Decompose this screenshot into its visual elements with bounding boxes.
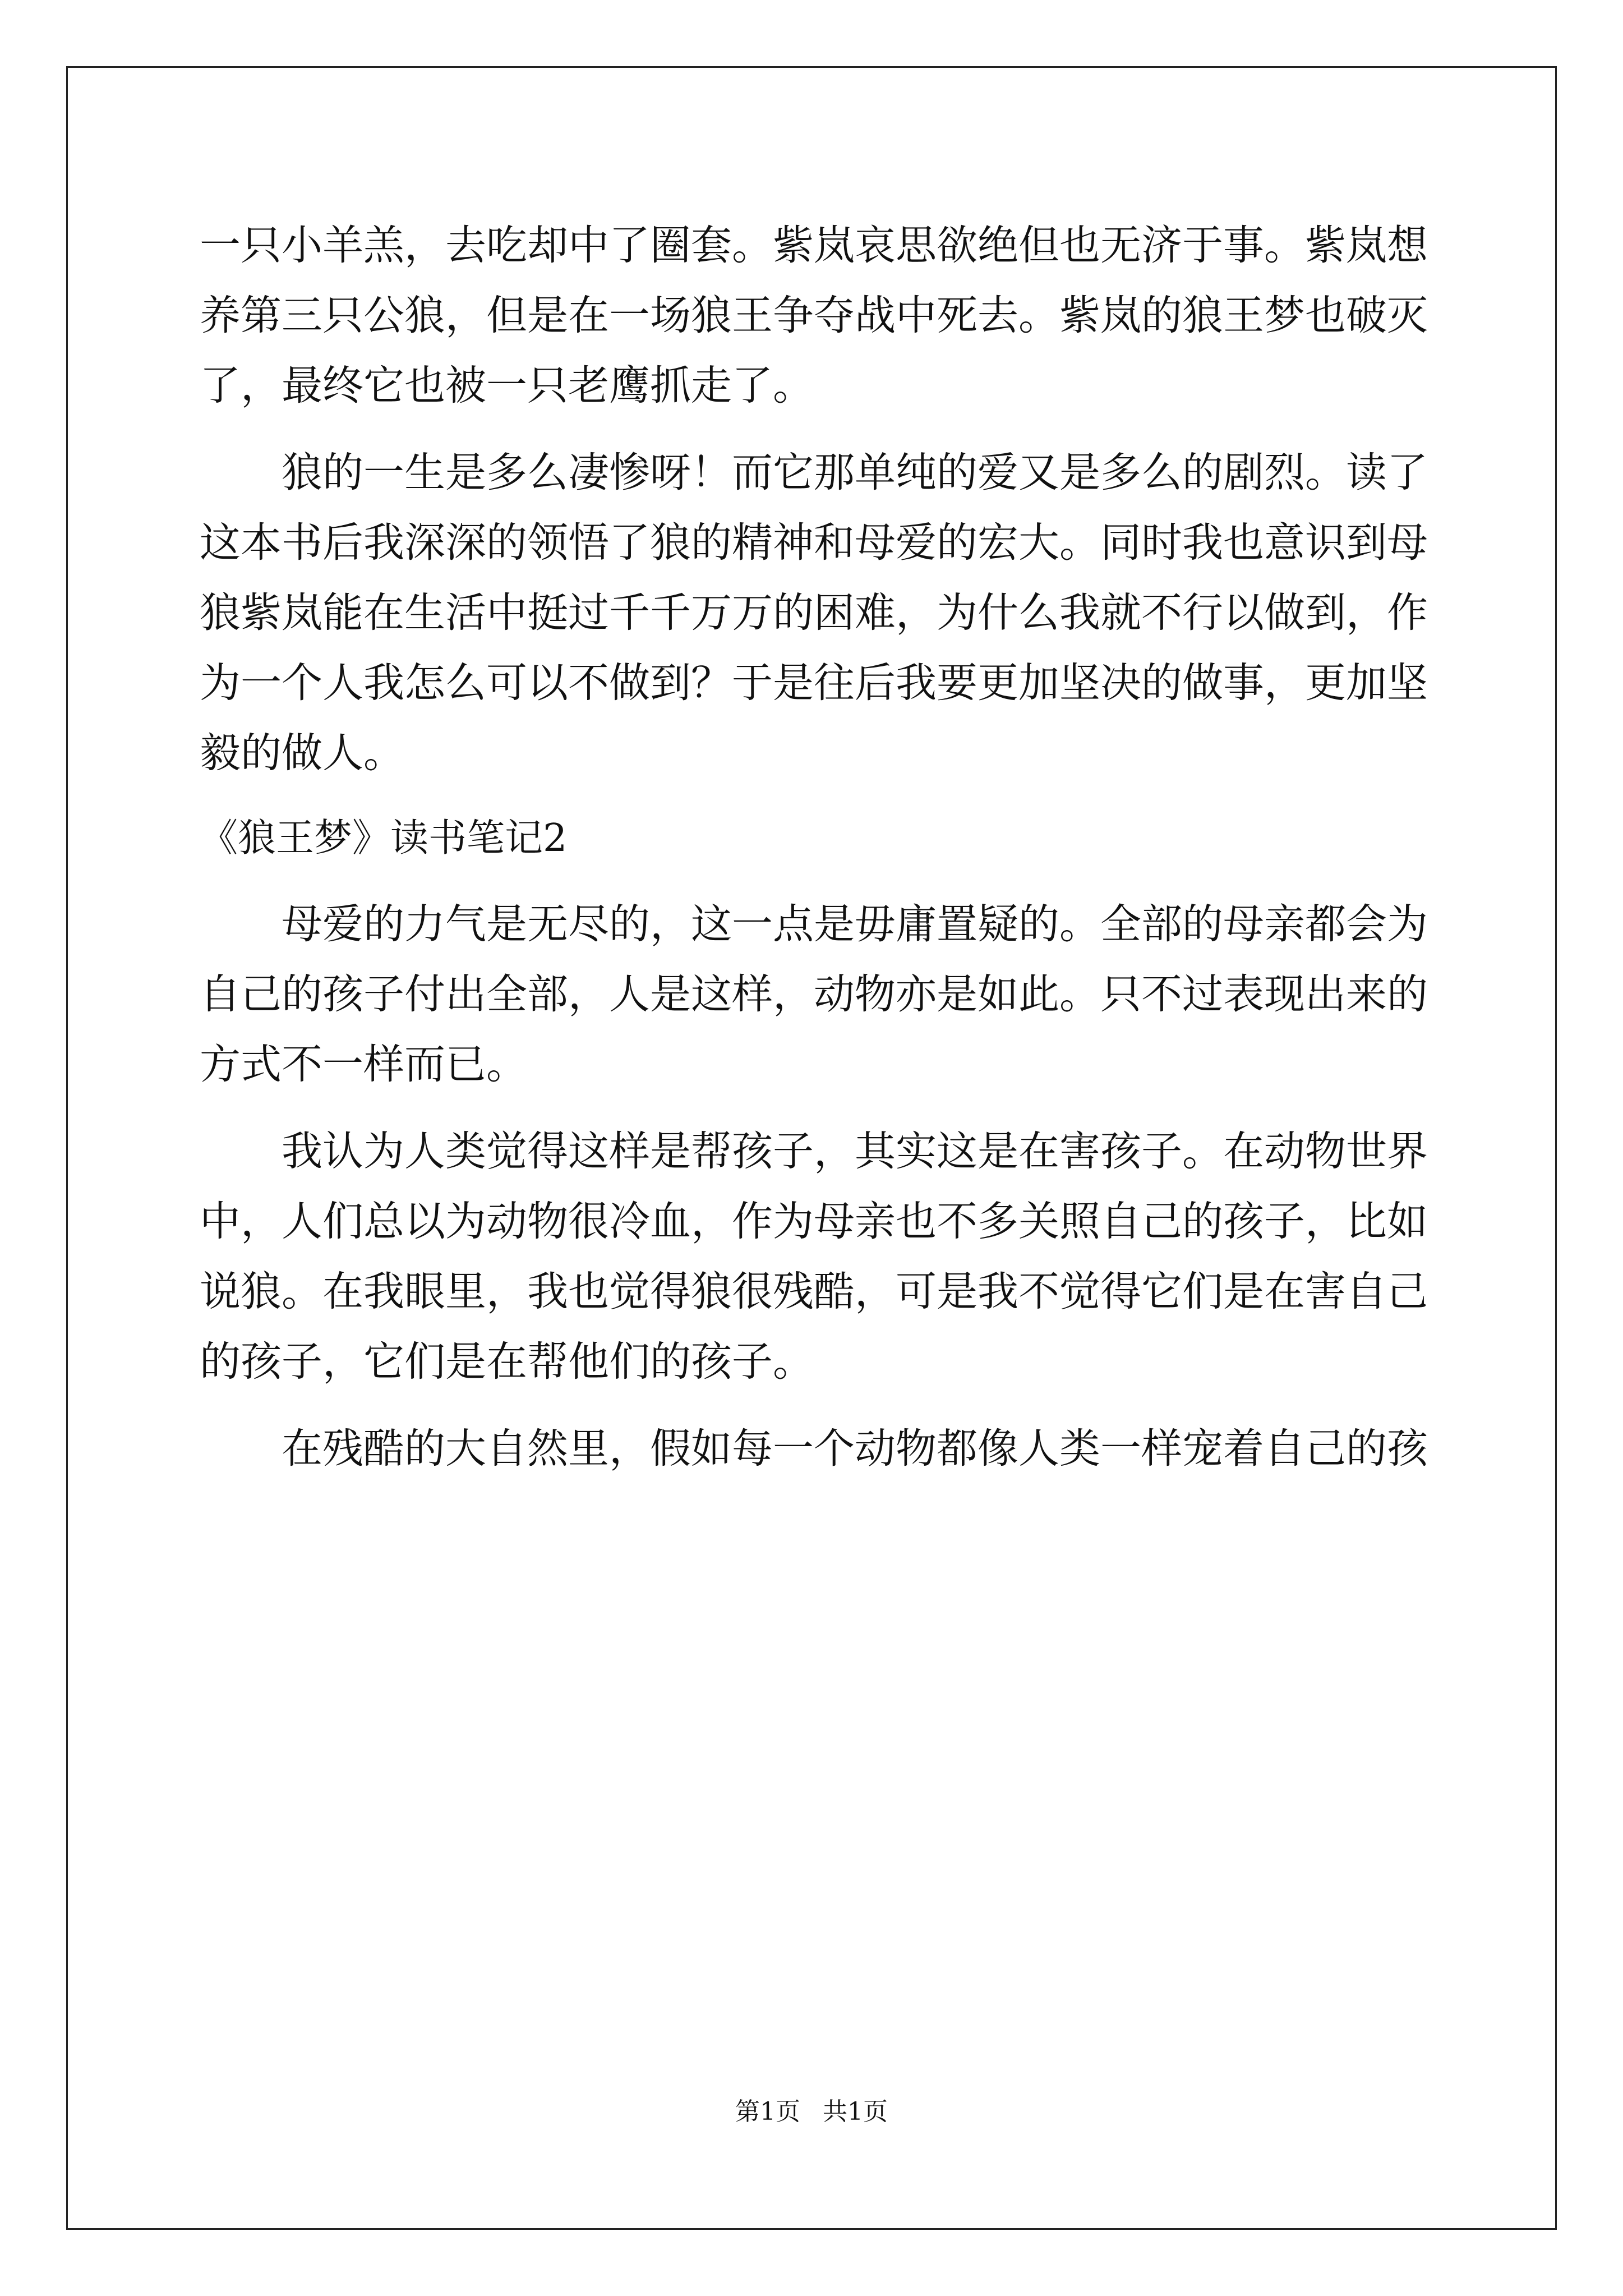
paragraph <box>200 210 1427 421</box>
text-line: 狼紫岚能在生活中挺过千千万万的困难，为什么我就不行以做到，作 <box>200 589 1428 637</box>
text-line: 说狼。在我眼里，我也觉得狼很残酷，可是我不觉得它们是在害自己 <box>200 1268 1428 1315</box>
text-line: 的孩子，它们是在帮他们的孩子。 <box>200 1338 814 1386</box>
text-line: 了，最终它也被一只老鹰抓走了。 <box>200 362 814 409</box>
text-line: 我认为人类觉得这样是帮孩子，其实这是在害孩子。在动物世界 <box>282 1128 1428 1175</box>
text-line: 养第三只公狼，但是在一场狼王争夺战中死去。紫岚的狼王梦也破灭 <box>200 292 1428 339</box>
paragraph <box>200 889 1427 1099</box>
section-title: 《狼王梦》读书笔记2 <box>200 816 568 861</box>
paragraph <box>200 1116 1427 1397</box>
text-line: 一只小羊羔，去吃却中了圈套。紫岚哀思欲绝但也无济于事。紫岚想 <box>200 222 1428 269</box>
page-number: 第1页 <box>735 2097 800 2126</box>
page-footer <box>0 2095 1623 2129</box>
text-line: 在残酷的大自然里，假如每一个动物都像人类一样宠着自己的孩 <box>282 1425 1428 1473</box>
text-line: 方式不一样而已。 <box>200 1041 527 1088</box>
paragraph <box>200 438 1427 788</box>
text-line: 母爱的力气是无尽的，这一点是毋庸置疑的。全部的母亲都会为 <box>282 900 1428 948</box>
document-body <box>200 210 1427 1501</box>
text-line: 为一个人我怎么可以不做到？于是往后我要更加坚决的做事，更加坚 <box>200 659 1428 707</box>
text-line: 中，人们总以为动物很冷血，作为母亲也不多关照自己的孩子，比如 <box>200 1198 1428 1245</box>
text-line: 狼的一生是多么凄惨呀！而它那单纯的爱又是多么的剧烈。读了 <box>282 449 1428 496</box>
page-total: 共1页 <box>823 2097 888 2126</box>
text-line: 毅的做人。 <box>200 729 404 777</box>
text-line: 自己的孩子付出全部，人是这样，动物亦是如此。只不过表现出来的 <box>200 970 1428 1018</box>
paragraph <box>200 1414 1427 1484</box>
text-line: 这本书后我深深的领悟了狼的精神和母爱的宏大。同时我也意识到母 <box>200 519 1428 567</box>
